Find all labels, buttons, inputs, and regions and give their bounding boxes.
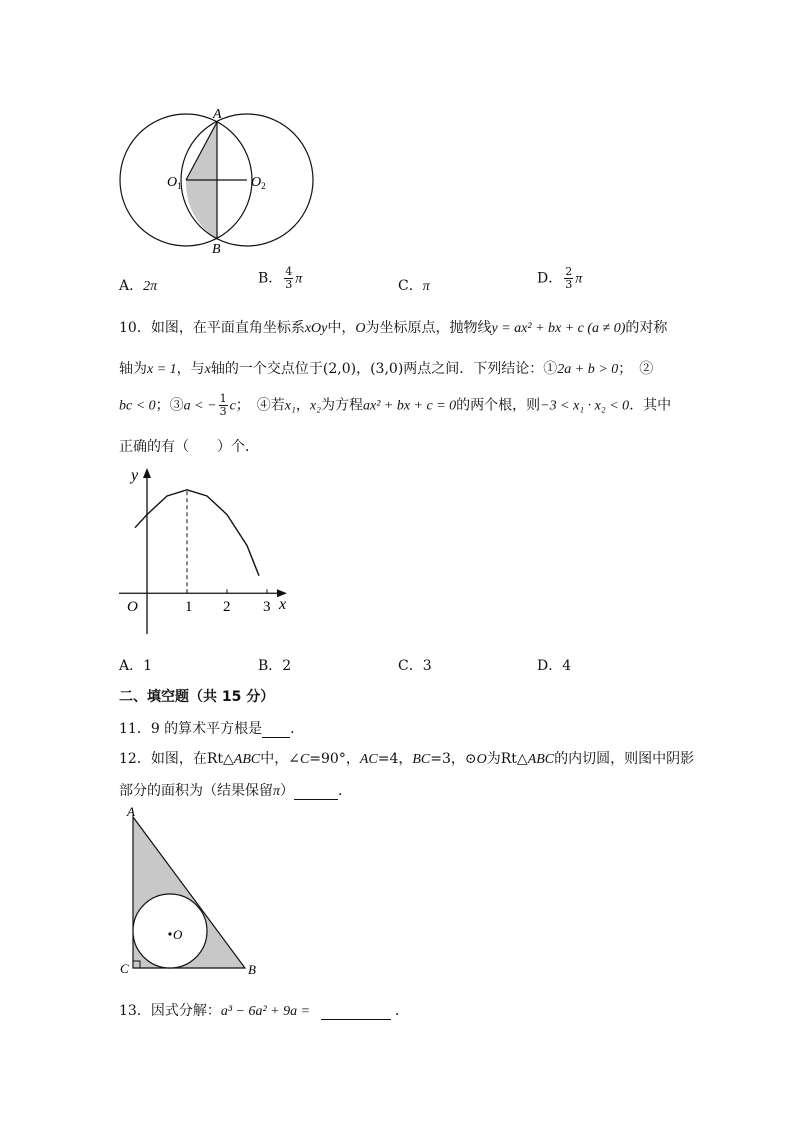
q9-option-d[interactable]: D． $\frac{2}{3}$ π (537, 265, 583, 291)
option-letter: D． (537, 658, 563, 674)
q12-incircle (133, 894, 207, 968)
section-title: 二、填空题（共 15 分） (119, 689, 275, 705)
q10-option-b[interactable] (258, 655, 291, 675)
q10-option-d[interactable] (537, 655, 571, 675)
option-letter: A． (119, 658, 144, 674)
option-text: 2π (143, 279, 158, 294)
q13-text: 13．因式分解：a³ − 6a² + 9a = ． (119, 1003, 409, 1019)
q12-answer-blank[interactable] (294, 783, 338, 800)
option-letter: B． (258, 270, 283, 287)
q9-figure (115, 100, 325, 260)
q10-line-1: 10．如图，在平面直角坐标系xOy中，O为坐标原点，抛物线y = ax² + bx + c (a ≠ 0)的对称 (119, 320, 668, 336)
q12-figure (115, 803, 275, 981)
origin-label: O (127, 599, 138, 616)
option-letter: D． (537, 270, 563, 287)
q12-line-2: 部分的面积为（结果保留π） ． (119, 783, 353, 799)
fraction: $\frac{4}{3}$ (285, 265, 293, 291)
option-letter: B． (258, 658, 283, 674)
x-tick-label-3: 3 (263, 599, 271, 616)
q11-answer-blank[interactable] (262, 721, 290, 738)
q9-option-b[interactable]: B． $\frac{4}{3}$ π (258, 265, 303, 291)
option-letter: A． (119, 278, 144, 294)
q10-line-4: 正确的有（ ）个． (119, 439, 259, 455)
q12-label-c: C (120, 961, 129, 976)
y-axis-arrow (143, 468, 151, 478)
q10-parabola-chart (115, 462, 295, 640)
q9-label-o1: $O_1$ (167, 175, 182, 191)
option-letter: C． (398, 278, 423, 294)
q9-label-o2: $O_2$ (251, 175, 266, 191)
q10-line-3: bc < 0；③a < − $\frac{1}{3}$ c； ④若x₁，x₂为方程ax² + bx + c = 0的两个根，则−3 < x₁ · x₂ < 0．其中 (119, 392, 672, 418)
q10-option-c[interactable] (398, 655, 432, 675)
q12-label-o: O (173, 927, 183, 942)
option-text: 2 (282, 658, 292, 674)
option-text: 1 (143, 658, 153, 674)
x-axis-label: x (279, 596, 287, 614)
y-axis-label: y (131, 467, 139, 484)
q12-label-b: B (248, 962, 256, 977)
fraction: $\frac{1}{3}$ (219, 392, 227, 418)
q12-label-a: A (127, 804, 135, 819)
q12-line-1: 12．如图，在Rt△ABC中，∠C=90°，AC=4，BC=3，⊙O为Rt△ABC的内切圆，则图中阴影 (119, 751, 695, 767)
q9-label-a: A (213, 107, 222, 122)
parabola-curve (135, 490, 259, 576)
q10-option-a[interactable] (119, 655, 152, 675)
fraction: $\frac{2}{3}$ (565, 265, 573, 291)
q13-answer-blank[interactable] (321, 1003, 391, 1020)
x-tick-label-2: 2 (223, 599, 231, 616)
q11-text: 11．9 的算术平方根是 ． (119, 721, 305, 737)
q9-option-a[interactable] (119, 275, 157, 295)
option-text: 4 (562, 658, 572, 674)
option-letter: C． (398, 658, 423, 674)
x-tick-label-1: 1 (185, 599, 193, 616)
q9-label-b: B (212, 242, 221, 257)
option-text: π (422, 279, 430, 294)
option-text: 3 (422, 658, 432, 674)
q9-option-c[interactable] (398, 275, 430, 295)
q10-line-2: 轴为x = 1，与x轴的一个交点位于(2,0)，(3,0)两点之间．下列结论：①2a + b > 0； ② (119, 361, 654, 377)
q12-center-dot (168, 932, 171, 935)
